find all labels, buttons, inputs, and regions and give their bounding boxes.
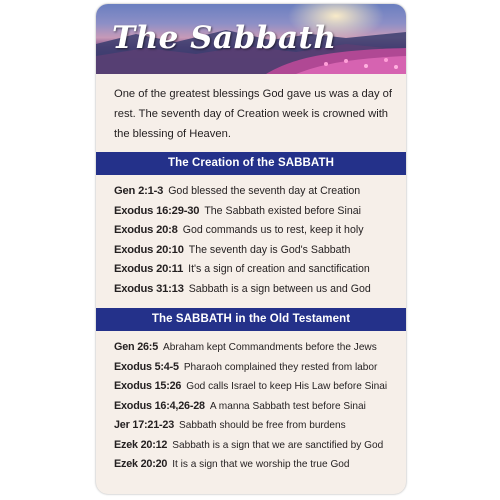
verse-reference: Jer 17:21-23 (114, 419, 175, 431)
verse-summary: A manna Sabbath test before Sinai (209, 400, 366, 412)
verse-summary: The Sabbath existed before Sinai (204, 204, 361, 217)
verse-reference: Exodus 5:4-5 (114, 360, 179, 373)
verse-summary: God commands us to rest, keep it holy (182, 224, 364, 237)
title-banner (96, 4, 406, 74)
verse-summary: God calls Israel to keep His Law before Sinai (186, 381, 388, 392)
verse-row (114, 358, 404, 378)
verse-summary: Sabbath should be free from burdens (179, 420, 346, 431)
verse-reference: Gen 26:5 (114, 341, 159, 353)
verse-reference: Exodus 16:4,26-28 (114, 399, 205, 412)
verse-reference: Exodus 16:29-30 (114, 204, 200, 217)
verse-summary: God blessed the seventh day at Creation (168, 185, 361, 197)
intro-paragraph: One of the greatest blessings God gave us was a day of rest. The seventh day of Creation week is crowned with the blessing of Heaven. (114, 88, 392, 140)
verse-reference: Ezek 20:12 (114, 438, 168, 451)
verse-row (114, 416, 404, 436)
verse-reference: Exodus 20:10 (114, 243, 184, 256)
verse-row (114, 182, 404, 202)
verse-summary: Abraham kept Commandments before the Jews (163, 342, 377, 353)
verse-reference: Exodus 20:11 (114, 263, 184, 276)
verse-summary: It's a sign of creation and sanctification (188, 263, 370, 276)
verse-row (114, 260, 404, 280)
verse-reference: Ezek 20:20 (114, 458, 168, 470)
verse-row (114, 221, 404, 241)
verse-summary: The seventh day is God's Sabbath (188, 243, 351, 256)
verse-summary: Sabbath is a sign between us and God (188, 282, 371, 295)
verse-row (114, 377, 404, 397)
verse-list-old-testament (114, 338, 404, 475)
verse-summary: It is a sign that we worship the true God (172, 459, 350, 470)
verse-summary: Pharaoh complained they rested from labor (183, 361, 378, 373)
card-title: The Sabbath (112, 20, 337, 56)
verse-row (114, 455, 404, 475)
verse-reference: Gen 2:1-3 (114, 185, 164, 197)
verse-summary: Sabbath is a sign that we are sanctified by God (172, 439, 384, 451)
verse-reference: Exodus 20:8 (114, 224, 178, 237)
section-heading-old-testament: The SABBATH in the Old Testament (96, 308, 406, 331)
verse-reference: Exodus 31:13 (114, 282, 184, 295)
section-heading-creation: The Creation of the SABBATH (96, 152, 406, 175)
verse-list-creation (114, 182, 404, 300)
verse-row (114, 241, 404, 261)
verse-row (114, 338, 404, 358)
verse-row (114, 280, 404, 300)
verse-row (114, 202, 404, 222)
verse-reference: Exodus 15:26 (114, 380, 182, 392)
verse-row (114, 436, 404, 456)
verse-row (114, 397, 404, 417)
sabbath-card (96, 4, 406, 494)
